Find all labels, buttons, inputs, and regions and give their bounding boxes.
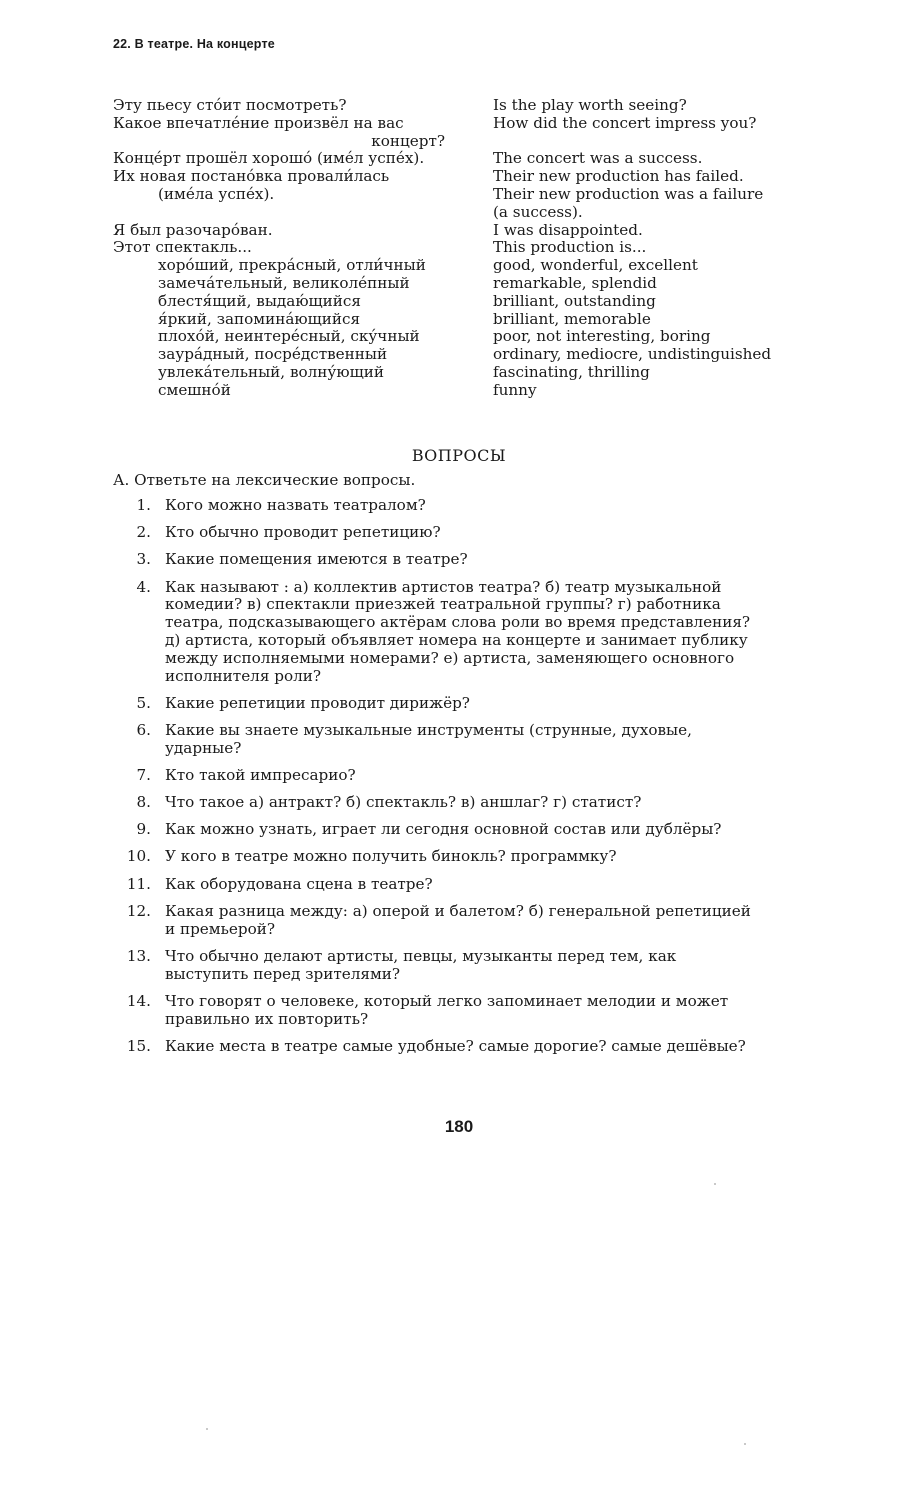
question-text-line: Что такое а) антракт? б) спектакль? в) аншлаг? г) статист? xyxy=(165,793,642,812)
phrase-ru: Их новая постано́вка провали́лась xyxy=(113,167,390,186)
question-number: 7. xyxy=(136,765,151,784)
question-text-line: У кого в театре можно получить бинокль? программку? xyxy=(165,847,617,866)
phrase-ru: смешно́й xyxy=(158,380,231,399)
question-item xyxy=(113,993,823,1029)
phrase-en: funny xyxy=(493,380,537,399)
question-number: 13. xyxy=(126,946,151,965)
question-item xyxy=(113,767,823,785)
exercise-instruction: А. Ответьте на лексические вопросы. xyxy=(113,471,416,489)
question-text-line: Как можно узнать, играет ли сегодня основной состав или дублёры? xyxy=(165,820,722,839)
phrase-en: (a success). xyxy=(493,202,583,221)
section-title: ВОПРОСЫ xyxy=(411,446,507,465)
phrase-en: remarkable, splendid xyxy=(493,273,657,292)
question-number: 3. xyxy=(136,550,151,569)
scan-speck xyxy=(206,1428,208,1430)
question-number: 11. xyxy=(126,874,151,893)
question-number: 9. xyxy=(136,820,151,839)
phrase-ru: Эту пьесу сто́ит посмотреть? xyxy=(113,96,347,114)
question-item xyxy=(113,1038,823,1056)
phrase-en: brilliant, memorable xyxy=(493,309,651,328)
phrase-ru: хоро́ший, прекра́сный, отли́чный xyxy=(158,256,426,275)
phrase-en: I was disappointed. xyxy=(493,220,643,239)
question-text-line: д) артиста, который объявляет номера на концерте и занимает публику xyxy=(165,630,748,649)
question-text-line: выступить перед зрителями? xyxy=(165,964,401,983)
phrase-en: good, wonderful, excellent xyxy=(493,256,698,275)
question-text-line: Как оборудована сцена в театре? xyxy=(165,874,433,893)
phrase-ru: я́ркий, запомина́ющийся xyxy=(158,309,361,328)
question-text-line: правильно их повторить? xyxy=(165,1009,369,1028)
phrase-ru: плохо́й, неинтере́сный, ску́чный xyxy=(158,327,420,346)
question-item xyxy=(113,821,823,839)
phrase-ru: (име́ла успе́х). xyxy=(158,184,275,203)
question-item xyxy=(113,524,823,542)
scan-speck xyxy=(714,1183,716,1185)
question-number: 2. xyxy=(136,523,151,542)
phrase-en: How did the concert impress you? xyxy=(493,113,757,132)
phrase-en: The concert was a success. xyxy=(493,149,703,168)
phrases-russian-column xyxy=(113,97,458,400)
question-item xyxy=(113,579,823,686)
question-text-line: Что говорят о человеке, который легко запоминает мелодии и может xyxy=(165,991,729,1010)
question-text-line: театра, подсказывающего актёрам слова роли во время представления? xyxy=(165,613,751,632)
question-item xyxy=(113,497,823,515)
phrase-ru: Я был разочаро́ван. xyxy=(113,220,273,239)
question-text-line: ударные? xyxy=(165,738,242,757)
question-item xyxy=(113,794,823,812)
question-text-line: Как называют : а) коллектив артистов театра? б) театр музыкальной xyxy=(165,577,722,596)
phrase-en: Is the play worth seeing? xyxy=(493,96,687,114)
phrase-ru: заура́дный, посре́дственный xyxy=(158,345,388,364)
question-number: 10. xyxy=(126,847,151,866)
question-item xyxy=(113,551,823,569)
question-text-line: и премьерой? xyxy=(165,919,275,938)
question-text-line: Какие репетиции проводит дирижёр? xyxy=(165,693,470,712)
phrase-en: poor, not interesting, boring xyxy=(493,327,711,346)
scan-speck xyxy=(744,1443,746,1445)
phrase-ru: Какое впечатле́ние произвёл на вас xyxy=(113,113,404,132)
phrase-en: This production is... xyxy=(493,238,647,257)
question-item xyxy=(113,903,823,939)
phrase-ru: увлека́тельный, волну́ющий xyxy=(158,362,384,381)
question-number: 8. xyxy=(136,793,151,812)
question-item xyxy=(113,876,823,894)
question-text-line: Какие помещения имеются в театре? xyxy=(165,550,468,569)
phrase-en: Their new production has failed. xyxy=(493,167,744,186)
phrases-english-column xyxy=(493,97,813,400)
phrase-ru: блестя́щий, выдаю́щийся xyxy=(158,291,362,310)
question-text-line: Какая разница между: а) оперой и балетом? б) генеральной репетицией xyxy=(165,901,751,920)
question-number: 5. xyxy=(136,693,151,712)
question-text-line: исполнителя роли? xyxy=(165,666,322,685)
question-item xyxy=(113,848,823,866)
phrase-en: fascinating, thrilling xyxy=(493,362,650,381)
phrase-en: brilliant, outstanding xyxy=(493,291,656,310)
question-number: 4. xyxy=(136,577,151,596)
phrase-ru: Конце́рт прошёл хорошо́ (име́л успе́х). xyxy=(113,149,425,168)
page-number: 180 xyxy=(444,1117,474,1136)
question-text-line: Что обычно делают артисты, певцы, музыканты перед тем, как xyxy=(165,946,677,965)
question-text-line: Какие места в театре самые удобные? самые дорогие? самые дешёвые? xyxy=(165,1036,746,1055)
question-item xyxy=(113,722,823,758)
phrase-ru: замеча́тельный, великоле́пный xyxy=(158,273,410,292)
question-text-line: Кто такой импресарио? xyxy=(165,765,356,784)
question-number: 15. xyxy=(126,1036,151,1055)
question-number: 12. xyxy=(126,901,151,920)
question-number: 14. xyxy=(126,991,151,1010)
question-text-line: между исполняемыми номерами? е) артиста, заменяющего основного xyxy=(165,648,735,667)
question-text-line: Кто обычно проводит репетицию? xyxy=(165,523,441,542)
question-text-line: Какие вы знаете музыкальные инструменты (струнные, духовые, xyxy=(165,720,692,739)
question-item xyxy=(113,695,823,713)
running-header: 22. В театре. На концерте xyxy=(113,37,275,51)
question-item xyxy=(113,948,823,984)
phrase-en: ordinary, mediocre, undistinguished xyxy=(493,345,772,364)
phrase-en: Their new production was a failure xyxy=(493,184,764,203)
question-number: 6. xyxy=(136,720,151,739)
phrase-ru: концерт? xyxy=(371,131,445,150)
question-text-line: комедии? в) спектакли приезжей театральной группы? г) работника xyxy=(165,595,721,614)
question-number: 1. xyxy=(136,496,151,514)
phrase-ru: Этот спектакль... xyxy=(113,238,252,257)
question-list xyxy=(113,497,823,1065)
question-text-line: Кого можно назвать театралом? xyxy=(165,496,426,514)
